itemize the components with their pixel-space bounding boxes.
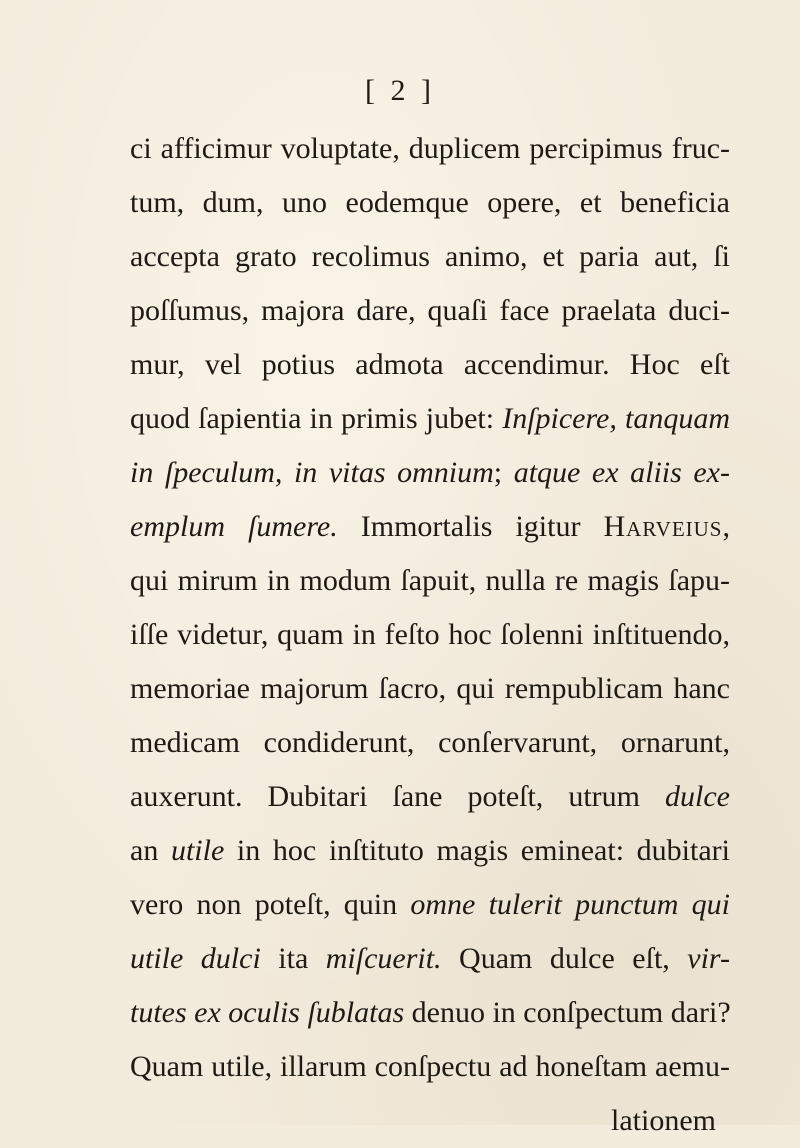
text-segment: vero non poteſt, quin	[130, 888, 411, 921]
text-segment: auxerunt. Dubitari ſane poteſt, utrum	[130, 780, 666, 813]
text-segment: dulce	[665, 780, 730, 813]
text-segment: memoriae majorum ſacro, qui rempublicam hanc	[130, 672, 730, 705]
text-line	[130, 608, 730, 662]
text-line	[130, 878, 730, 932]
text-segment: ;	[493, 456, 514, 489]
text-line	[130, 554, 730, 608]
text-segment: in ſpeculum, in vitas omnium	[130, 456, 494, 489]
text-segment: utile dulci	[130, 942, 261, 975]
text-line	[130, 230, 730, 284]
text-segment: quod ſapientia in primis jubet:	[130, 402, 503, 435]
text-line	[130, 338, 730, 392]
text-segment: Inſpicere, tanquam	[502, 402, 730, 435]
text-segment: lationem	[611, 1104, 716, 1137]
text-segment: ci afficimur voluptate, duplicem percipimus fruc-	[130, 132, 730, 165]
text-line	[130, 932, 730, 986]
text-segment: Harveius	[603, 510, 723, 543]
text-segment: tum, dum, uno eodemque opere, et beneficia	[130, 186, 730, 219]
text-line	[130, 986, 730, 1040]
text-line	[130, 446, 730, 500]
text-segment: qui mirum in modum ſapuit, nulla re magis ſapu-	[130, 564, 730, 597]
text-segment: Immortalis igitur	[337, 510, 604, 543]
text-segment: Quam utile, illarum conſpectu ad honeſtam aemu-	[130, 1050, 730, 1083]
text-segment: omne tulerit punctum qui	[410, 888, 730, 921]
text-segment: utile	[170, 834, 225, 867]
text-line	[130, 122, 730, 176]
text-segment: an	[130, 834, 171, 867]
text-segment: vir-	[687, 942, 730, 975]
text-segment: ,	[722, 510, 730, 543]
text-segment: accepta grato recolimus animo, et paria aut, ſi	[130, 240, 730, 273]
text-segment: ita	[260, 942, 326, 975]
text-segment: medicam condiderunt, conſervarunt, ornarunt,	[130, 726, 730, 759]
page-number: [ 2 ]	[365, 74, 435, 107]
text-segment: tutes ex oculis ſublatas	[130, 996, 405, 1029]
text-line	[130, 1040, 730, 1094]
text-line	[130, 770, 730, 824]
text-line	[130, 716, 730, 770]
text-segment: poſſumus, majora dare, quaſi face praelata duci-	[130, 294, 730, 327]
text-line	[130, 824, 730, 878]
text-segment: iſſe videtur, quam in feſto hoc ſolenni inſtituendo,	[130, 618, 730, 651]
text-segment: Quam dulce eſt,	[441, 942, 688, 975]
text-segment: emplum ſumere.	[130, 510, 338, 543]
text-segment: denuo in conſpectum dari?	[404, 996, 731, 1029]
text-line	[130, 392, 730, 446]
text-segment: miſcuerit.	[325, 942, 442, 975]
text-segment: in hoc inſtituto magis emineat: dubitari	[224, 834, 730, 867]
text-line	[130, 284, 730, 338]
text-line	[130, 500, 730, 554]
text-line	[130, 662, 730, 716]
text-line	[130, 176, 730, 230]
text-segment: mur, vel potius admota accendimur. Hoc eſt	[130, 348, 730, 381]
body-text	[130, 122, 730, 1148]
text-segment: atque ex aliis ex-	[513, 456, 730, 489]
text-line	[130, 1094, 730, 1148]
